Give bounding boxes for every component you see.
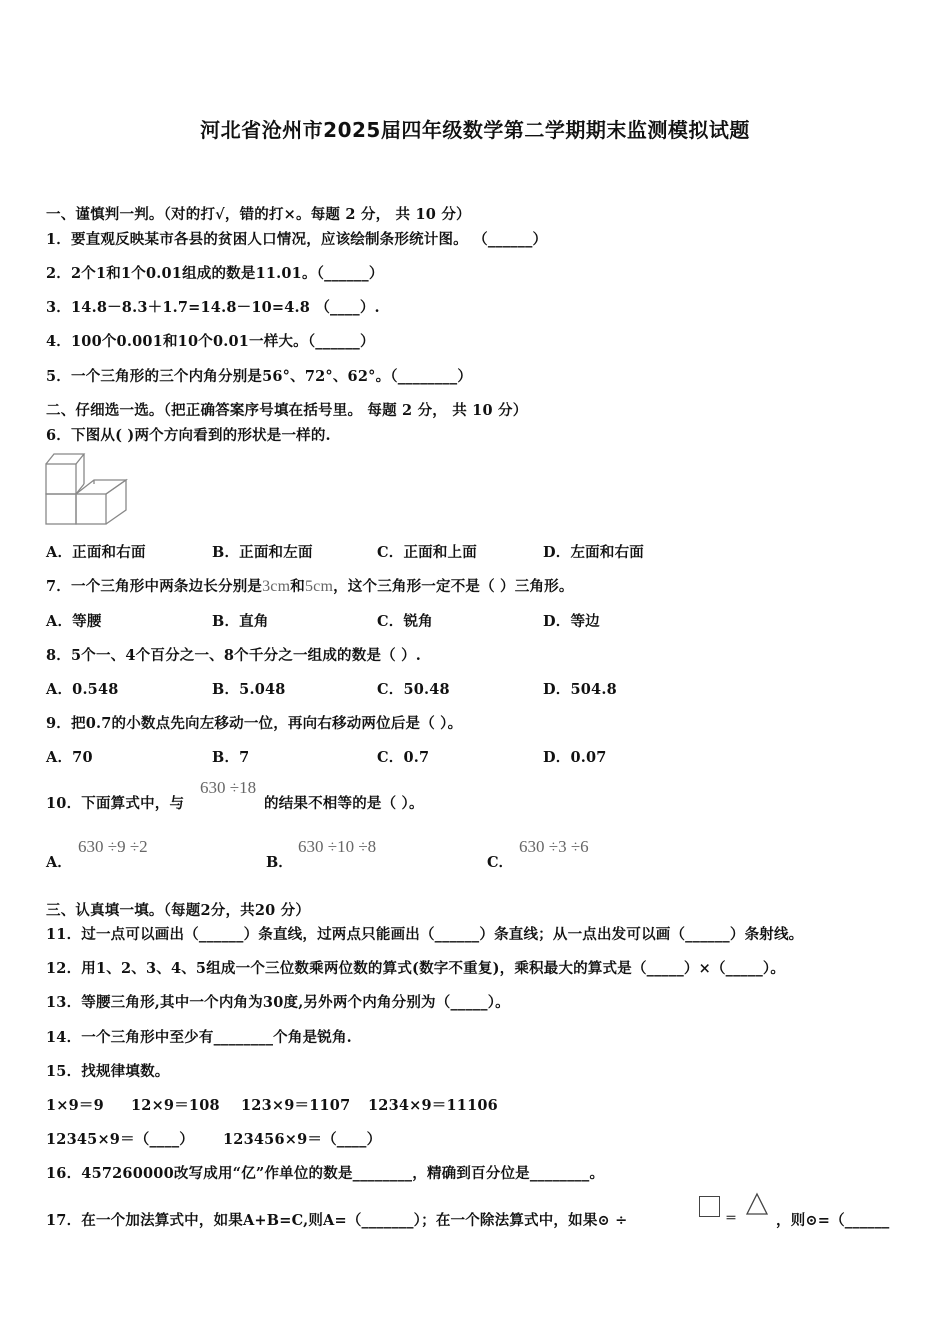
q7-length-2: 5cm <box>304 578 334 595</box>
q8-option-b: B．5.048 <box>212 681 286 698</box>
q17-equals: ＝ <box>725 1211 738 1225</box>
q17-text-b: ，则⊙=（______ <box>776 1212 890 1229</box>
question-5: 5．一个三角形的三个内角分别是56°、72°、62°。（________） <box>46 368 473 385</box>
question-3: 3．14.8－8.3＋1.7=14.8－10=4.8 （____）. <box>46 299 380 316</box>
q9-option-b: B．7 <box>212 749 250 766</box>
square-icon <box>699 1196 720 1217</box>
question-2: 2．2个1和1个0.01组成的数是11.01。（______） <box>46 265 384 282</box>
q6-option-c: C．正面和上面 <box>377 544 477 561</box>
q7-option-a: A．等腰 <box>46 613 102 630</box>
question-14: 14．一个三角形中至少有________个角是锐角. <box>46 1029 352 1046</box>
q6-option-b: B．正面和左面 <box>212 544 313 561</box>
q15-pattern-2: 12×9＝108 <box>131 1097 220 1114</box>
triangle-icon <box>745 1192 769 1216</box>
q15-pattern-1: 1×9＝9 <box>46 1097 104 1114</box>
q15-blank-1: 12345×9＝（____） <box>46 1131 194 1148</box>
question-8: 8．5个一、4个百分之一、8个千分之一组成的数是（ ）. <box>46 647 422 664</box>
q15-blank-2: 123456×9＝（____） <box>223 1131 382 1148</box>
question-12: 12．用1、2、3、4、5组成一个三位数乘两位数的算式(数字不重复)，乘积最大的算式是（_____）×（_____）。 <box>46 960 786 977</box>
question-11: 11．过一点可以画出（______）条直线，过两点只能画出（______）条直线；从一点出发可以画（______）条射线。 <box>46 926 804 943</box>
question-7 <box>46 575 574 596</box>
question-1: 1．要直观反映某市各县的贫困人口情况，应该绘制条形统计图。 （______） <box>46 231 548 248</box>
q10-option-a-expr: 630 ÷9 ÷2 <box>78 837 148 856</box>
q10-option-c-expr: 630 ÷3 ÷6 <box>519 837 589 856</box>
section1-heading: 一、谨慎判一判。（对的打√，错的打×。每题 2 分， 共 10 分） <box>46 206 471 223</box>
question-6: 6．下图从( )两个方向看到的形状是一样的. <box>46 427 331 444</box>
q7-length-1: 3cm <box>262 578 291 595</box>
q10-text-a: 10．下面算式中，与 <box>46 795 185 812</box>
q10-option-a-label: A． <box>46 854 72 871</box>
q8-option-c: C．50.48 <box>377 681 450 698</box>
q7-option-d: D．等边 <box>543 613 600 630</box>
q8-option-a: A．0.548 <box>46 681 119 698</box>
q10-option-b-expr: 630 ÷10 ÷8 <box>298 837 377 856</box>
q8-option-d: D．504.8 <box>543 681 617 698</box>
q7-text-a: 7．一个三角形中两条边长分别是 <box>46 578 263 595</box>
q10-expression: 630 ÷18 <box>200 778 257 797</box>
q17-text-a: 17．在一个加法算式中，如果A+B=C,则A=（_______）；在一个除法算式中，如果⊙ ÷ <box>46 1212 628 1229</box>
q9-option-d: D．0.07 <box>543 749 607 766</box>
q7-option-b: B．直角 <box>212 613 269 630</box>
q9-option-c: C．0.7 <box>377 749 430 766</box>
cube-stack-figure <box>44 452 130 528</box>
q15-pattern-4: 1234×9＝11106 <box>368 1097 498 1114</box>
q6-option-a: A．正面和右面 <box>46 544 146 561</box>
q9-option-a: A．70 <box>46 749 93 766</box>
q10-option-c-label: C． <box>487 854 514 871</box>
q10-text-b: 的结果不相等的是（ ）。 <box>264 795 424 812</box>
question-4: 4．100个0.001和10个0.01一样大。（______） <box>46 333 375 350</box>
q15-pattern-3: 123×9＝1107 <box>241 1097 351 1114</box>
q10-option-b-label: B． <box>266 854 293 871</box>
question-15: 15．找规律填数。 <box>46 1063 170 1080</box>
q7-text-c: ，这个三角形一定不是（ ）三角形。 <box>333 578 574 595</box>
q7-text-b: 和 <box>290 578 305 595</box>
question-9: 9．把0.7的小数点先向左移动一位，再向右移动两位后是（ ）。 <box>46 715 463 732</box>
section3-heading: 三、认真填一填。（每题2分，共20 分） <box>46 902 311 919</box>
q6-option-d: D．左面和右面 <box>543 544 644 561</box>
question-13: 13．等腰三角形,其中一个内角为30度,另外两个内角分别为（_____）。 <box>46 994 510 1011</box>
section2-heading: 二、仔细选一选。（把正确答案序号填在括号里。 每题 2 分， 共 10 分） <box>46 402 528 419</box>
page-title: 河北省沧州市2025届四年级数学第二学期期末监测模拟试题 <box>200 118 750 142</box>
question-16: 16．457260000改写成用“亿”作单位的数是________，精确到百分位是________。 <box>46 1165 605 1182</box>
q7-option-c: C．锐角 <box>377 613 433 630</box>
